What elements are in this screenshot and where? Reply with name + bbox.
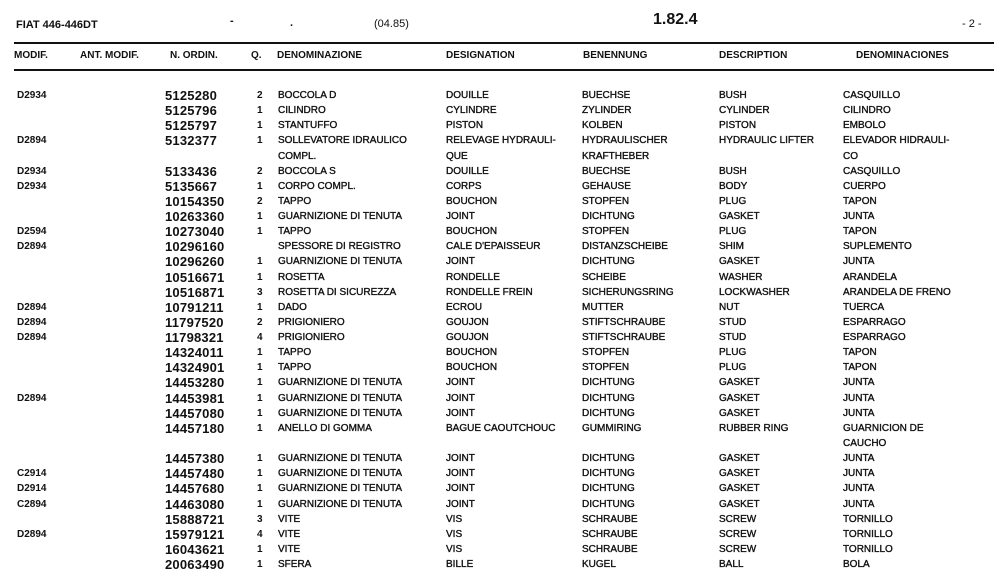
name-french: JOINT bbox=[446, 211, 475, 223]
modif-code: C2894 bbox=[17, 498, 47, 510]
name-spanish: ESPARRAGO bbox=[843, 332, 906, 344]
name-spanish: TORNILLO bbox=[843, 528, 893, 540]
part-number: 15979121 bbox=[165, 526, 225, 542]
name-spanish: JUNTA bbox=[843, 392, 875, 404]
name-italian: VITE bbox=[278, 513, 301, 525]
name-english: CYLINDER bbox=[719, 105, 770, 117]
name-spanish: JUNTA bbox=[843, 468, 875, 480]
name-french: JOINT bbox=[446, 453, 475, 465]
part-number: 14457380 bbox=[165, 451, 225, 467]
name-italian: COMPL. bbox=[278, 150, 317, 162]
name-italian: PRIGIONIERO bbox=[278, 332, 345, 344]
name-english: GASKET bbox=[719, 256, 760, 268]
header-divider bbox=[14, 42, 994, 44]
quantity: 3 bbox=[257, 286, 263, 298]
part-number: 5125796 bbox=[165, 103, 218, 119]
name-spanish: BOLA bbox=[843, 559, 870, 571]
part-number: 10516671 bbox=[165, 269, 225, 285]
table-row bbox=[0, 543, 1002, 556]
name-english: GASKET bbox=[719, 483, 760, 495]
name-german: STOPFEN bbox=[582, 226, 630, 238]
name-spanish: CASQUILLO bbox=[843, 90, 901, 101]
name-german: KUGEL bbox=[582, 559, 616, 571]
quantity: 4 bbox=[257, 528, 263, 540]
name-italian: ANELLO DI GOMMA bbox=[278, 422, 372, 434]
name-italian: TAPPO bbox=[278, 195, 312, 207]
name-italian: GUARNIZIONE DI TENUTA bbox=[278, 392, 403, 404]
part-number: 14457080 bbox=[165, 405, 225, 421]
quantity: 1 bbox=[257, 483, 263, 495]
name-spanish: JUNTA bbox=[843, 377, 875, 389]
name-spanish: TAPON bbox=[843, 347, 877, 359]
name-french: VIS bbox=[446, 513, 463, 525]
name-italian: PRIGIONIERO bbox=[278, 316, 345, 328]
table-row bbox=[0, 89, 1002, 102]
table-row bbox=[0, 558, 1002, 571]
part-number: 14457180 bbox=[165, 420, 225, 436]
name-german: KOLBEN bbox=[582, 120, 623, 132]
page-number: - 2 - bbox=[962, 18, 982, 30]
table-row bbox=[0, 376, 1002, 389]
part-number: 11797520 bbox=[165, 314, 224, 330]
name-french: JOINT bbox=[446, 483, 475, 495]
name-english: SHIM bbox=[719, 241, 744, 253]
name-french: GOUJON bbox=[446, 316, 489, 328]
name-german: DICHTUNG bbox=[582, 453, 635, 465]
name-italian: TAPPO bbox=[278, 362, 312, 374]
table-row bbox=[0, 498, 1002, 511]
name-english: PLUG bbox=[719, 362, 747, 374]
col-denominazione: DENOMINAZIONE bbox=[277, 50, 362, 61]
name-spanish: TAPON bbox=[843, 226, 877, 238]
name-french: JOINT bbox=[446, 256, 475, 268]
table-row bbox=[0, 513, 1002, 526]
part-number: 5132377 bbox=[165, 133, 218, 149]
name-german: STOPFEN bbox=[582, 347, 630, 359]
name-french: RONDELLE bbox=[446, 271, 500, 283]
name-french: BILLE bbox=[446, 559, 474, 571]
name-italian: VITE bbox=[278, 528, 301, 540]
name-spanish: CUERPO bbox=[843, 180, 886, 192]
name-english: GASKET bbox=[719, 392, 760, 404]
name-german: DICHTUNG bbox=[582, 211, 635, 223]
name-spanish: JUNTA bbox=[843, 453, 875, 465]
name-spanish: TORNILLO bbox=[843, 513, 893, 525]
name-italian: CILINDRO bbox=[278, 105, 326, 117]
name-spanish: ARANDELA bbox=[843, 271, 897, 283]
name-italian: GUARNIZIONE DI TENUTA bbox=[278, 483, 403, 495]
name-french: BOUCHON bbox=[446, 347, 498, 359]
name-french: VIS bbox=[446, 543, 463, 555]
table-row bbox=[0, 392, 1002, 405]
name-german: BUECHSE bbox=[582, 165, 631, 177]
name-spanish: TAPON bbox=[843, 362, 877, 374]
name-english: GASKET bbox=[719, 211, 760, 223]
table-row bbox=[0, 482, 1002, 495]
name-english: PLUG bbox=[719, 226, 747, 238]
name-german: DISTANZSCHEIBE bbox=[582, 241, 668, 253]
name-german: DICHTUNG bbox=[582, 256, 635, 268]
modif-code: D2894 bbox=[17, 135, 47, 147]
name-french: JOINT bbox=[446, 392, 475, 404]
name-italian: ROSETTA bbox=[278, 271, 325, 283]
quantity: 4 bbox=[257, 332, 263, 344]
col-n-ordin: N. ORDIN. bbox=[170, 50, 218, 61]
part-number: 10273040 bbox=[165, 224, 225, 240]
col-ant-modif: ANT. MODIF. bbox=[80, 50, 139, 61]
quantity: 2 bbox=[257, 316, 263, 328]
name-french: VIS bbox=[446, 528, 463, 540]
name-spanish: TUERCA bbox=[843, 301, 885, 313]
name-english: WASHER bbox=[719, 271, 763, 283]
name-french: ECROU bbox=[446, 301, 483, 313]
table-row bbox=[0, 180, 1002, 193]
name-spanish: CASQUILLO bbox=[843, 165, 901, 177]
name-german: SCHRAUBE bbox=[582, 528, 638, 540]
quantity: 3 bbox=[257, 513, 263, 525]
quantity: 2 bbox=[257, 195, 263, 207]
name-spanish: TORNILLO bbox=[843, 543, 893, 555]
section-number: 1.82.4 bbox=[653, 11, 698, 28]
modif-code: D2894 bbox=[17, 332, 47, 344]
name-english: NUT bbox=[719, 301, 740, 313]
name-french: BOUCHON bbox=[446, 195, 498, 207]
name-italian: GUARNIZIONE DI TENUTA bbox=[278, 377, 403, 389]
quantity: 1 bbox=[257, 211, 263, 223]
name-german: KRAFTHEBER bbox=[582, 150, 650, 162]
name-english: PLUG bbox=[719, 347, 747, 359]
modif-code: C2914 bbox=[17, 468, 47, 480]
table-row bbox=[0, 346, 1002, 359]
name-italian: GUARNIZIONE DI TENUTA bbox=[278, 407, 403, 419]
quantity: 1 bbox=[257, 453, 263, 465]
name-german: STIFTSCHRAUBE bbox=[582, 332, 666, 344]
name-german: SCHRAUBE bbox=[582, 543, 638, 555]
name-french: PISTON bbox=[446, 120, 484, 132]
name-english: SCREW bbox=[719, 528, 757, 540]
modif-code: D2894 bbox=[17, 316, 47, 328]
document-date: (04.85) bbox=[374, 18, 409, 30]
name-german: HYDRAULISCHER bbox=[582, 135, 668, 147]
modif-code: D2894 bbox=[17, 528, 47, 540]
part-number: 14457680 bbox=[165, 481, 225, 497]
name-spanish: TAPON bbox=[843, 195, 877, 207]
name-french: CALE D'EPAISSEUR bbox=[446, 241, 541, 253]
table-row bbox=[0, 240, 1002, 253]
name-german: STOPFEN bbox=[582, 362, 630, 374]
name-german: DICHTUNG bbox=[582, 407, 635, 419]
header-mark: . bbox=[290, 17, 294, 29]
table-row bbox=[0, 271, 1002, 284]
col-denominaciones: DENOMINACIONES bbox=[856, 50, 949, 61]
name-spanish: CILINDRO bbox=[843, 105, 891, 117]
col-modif: MODIF. bbox=[14, 50, 48, 61]
document-title: FIAT 446-446DT bbox=[16, 19, 98, 31]
quantity: 1 bbox=[257, 135, 263, 147]
name-german: GUMMIRING bbox=[582, 422, 642, 434]
quantity: 1 bbox=[257, 407, 263, 419]
name-german: DICHTUNG bbox=[582, 483, 635, 495]
name-spanish: GUARNICION DE bbox=[843, 422, 924, 434]
name-italian: GUARNIZIONE DI TENUTA bbox=[278, 211, 403, 223]
name-spanish: EMBOLO bbox=[843, 120, 886, 132]
name-english: SCREW bbox=[719, 513, 757, 525]
name-english: BALL bbox=[719, 559, 744, 571]
name-german: SCHRAUBE bbox=[582, 513, 638, 525]
name-french: BAGUE CAOUTCHOUC bbox=[446, 422, 556, 434]
name-spanish: SUPLEMENTO bbox=[843, 241, 912, 253]
name-french: RONDELLE FREIN bbox=[446, 286, 533, 298]
table-row bbox=[0, 331, 1002, 344]
table-row bbox=[0, 407, 1002, 420]
table-row bbox=[0, 104, 1002, 117]
quantity: 2 bbox=[257, 90, 263, 101]
name-french: JOINT bbox=[446, 377, 475, 389]
quantity: 1 bbox=[257, 468, 263, 480]
name-english: HYDRAULIC LIFTER bbox=[719, 135, 815, 147]
name-french: DOUILLE bbox=[446, 165, 489, 177]
name-english: GASKET bbox=[719, 453, 760, 465]
modif-code: D2934 bbox=[17, 90, 47, 101]
name-german: DICHTUNG bbox=[582, 377, 635, 389]
name-french: JOINT bbox=[446, 468, 475, 480]
table-row bbox=[0, 467, 1002, 480]
name-german: SICHERUNGSRING bbox=[582, 286, 674, 298]
quantity: 1 bbox=[257, 362, 263, 374]
name-french: CYLINDRE bbox=[446, 105, 497, 117]
table-row bbox=[0, 195, 1002, 208]
table-row bbox=[0, 119, 1002, 132]
name-italian: GUARNIZIONE DI TENUTA bbox=[278, 453, 403, 465]
name-italian: TAPPO bbox=[278, 347, 312, 359]
modif-code: D2594 bbox=[17, 226, 47, 238]
name-english: LOCKWASHER bbox=[719, 286, 790, 298]
name-spanish: CAUCHO bbox=[843, 437, 887, 449]
name-italian: BOCCOLA D bbox=[278, 90, 337, 101]
table-row bbox=[0, 255, 1002, 268]
col-quantity: Q. bbox=[251, 50, 262, 61]
name-italian: VITE bbox=[278, 543, 301, 555]
name-french: BOUCHON bbox=[446, 362, 498, 374]
name-spanish: ESPARRAGO bbox=[843, 316, 906, 328]
name-spanish: ELEVADOR HIDRAULI- bbox=[843, 135, 950, 147]
col-description: DESCRIPTION bbox=[719, 50, 788, 61]
col-benennung: BENENNUNG bbox=[583, 50, 648, 61]
name-italian: TAPPO bbox=[278, 226, 312, 238]
name-german: ZYLINDER bbox=[582, 105, 632, 117]
modif-code: D2894 bbox=[17, 301, 47, 313]
name-english: SCREW bbox=[719, 543, 757, 555]
part-number: 15888721 bbox=[165, 511, 225, 527]
name-german: DICHTUNG bbox=[582, 498, 635, 510]
table-row bbox=[0, 452, 1002, 465]
quantity: 1 bbox=[257, 120, 263, 132]
part-number: 11798321 bbox=[165, 330, 224, 346]
name-spanish: ARANDELA DE FRENO bbox=[843, 286, 951, 298]
name-english: GASKET bbox=[719, 468, 760, 480]
table-row bbox=[0, 301, 1002, 314]
name-german: MUTTER bbox=[582, 301, 624, 313]
name-german: SCHEIBE bbox=[582, 271, 626, 283]
name-english: RUBBER RING bbox=[719, 422, 789, 434]
col-designation: DESIGNATION bbox=[446, 50, 515, 61]
quantity: 1 bbox=[257, 256, 263, 268]
modif-code: D2934 bbox=[17, 165, 47, 177]
name-french: QUE bbox=[446, 150, 468, 162]
part-number: 5133436 bbox=[165, 163, 218, 179]
part-number: 14324011 bbox=[165, 345, 224, 361]
name-french: RELEVAGE HYDRAULI- bbox=[446, 135, 556, 147]
quantity: 1 bbox=[257, 301, 263, 313]
name-german: GEHAUSE bbox=[582, 180, 631, 192]
part-number: 10263360 bbox=[165, 209, 225, 225]
name-german: DICHTUNG bbox=[582, 392, 635, 404]
part-number: 5135667 bbox=[165, 178, 218, 194]
part-number: 10296160 bbox=[165, 239, 225, 255]
name-spanish: JUNTA bbox=[843, 407, 875, 419]
name-spanish: JUNTA bbox=[843, 256, 875, 268]
part-number: 14457480 bbox=[165, 466, 225, 482]
name-french: BOUCHON bbox=[446, 226, 498, 238]
quantity: 1 bbox=[257, 377, 263, 389]
table-row bbox=[0, 422, 1002, 435]
name-italian: SOLLEVATORE IDRAULICO bbox=[278, 135, 407, 147]
name-german: STOPFEN bbox=[582, 195, 630, 207]
quantity: 2 bbox=[257, 165, 263, 177]
name-english: BUSH bbox=[719, 90, 747, 101]
name-italian: BOCCOLA S bbox=[278, 165, 336, 177]
name-french: JOINT bbox=[446, 407, 475, 419]
part-number: 16043621 bbox=[165, 541, 225, 557]
part-number: 10791211 bbox=[165, 299, 224, 315]
modif-code: D2894 bbox=[17, 392, 47, 404]
part-number: 5125280 bbox=[165, 88, 218, 103]
name-german: DICHTUNG bbox=[582, 468, 635, 480]
part-number: 14453280 bbox=[165, 375, 225, 391]
column-divider bbox=[14, 69, 994, 71]
name-italian: SFERA bbox=[278, 559, 312, 571]
name-english: GASKET bbox=[719, 377, 760, 389]
table-row bbox=[0, 165, 1002, 178]
name-french: JOINT bbox=[446, 498, 475, 510]
table-row bbox=[0, 134, 1002, 147]
quantity: 1 bbox=[257, 392, 263, 404]
name-spanish: CO bbox=[843, 150, 858, 162]
modif-code: D2934 bbox=[17, 180, 47, 192]
quantity: 1 bbox=[257, 498, 263, 510]
part-number: 5125797 bbox=[165, 118, 218, 134]
name-german: STIFTSCHRAUBE bbox=[582, 316, 666, 328]
name-french: CORPS bbox=[446, 180, 482, 192]
name-italian: STANTUFFO bbox=[278, 120, 338, 132]
quantity: 1 bbox=[257, 543, 263, 555]
name-spanish: JUNTA bbox=[843, 483, 875, 495]
name-spanish: JUNTA bbox=[843, 498, 875, 510]
name-italian: GUARNIZIONE DI TENUTA bbox=[278, 498, 403, 510]
name-english: BUSH bbox=[719, 165, 747, 177]
name-spanish: JUNTA bbox=[843, 211, 875, 223]
name-italian: GUARNIZIONE DI TENUTA bbox=[278, 256, 403, 268]
quantity: 1 bbox=[257, 271, 263, 283]
name-english: PISTON bbox=[719, 120, 757, 132]
modif-code: D2894 bbox=[17, 241, 47, 253]
table-row bbox=[0, 437, 1002, 450]
name-italian: ROSETTA DI SICUREZZA bbox=[278, 286, 397, 298]
quantity: 1 bbox=[257, 105, 263, 117]
table-row bbox=[0, 528, 1002, 541]
quantity: 1 bbox=[257, 347, 263, 359]
quantity: 1 bbox=[257, 226, 263, 238]
quantity: 1 bbox=[257, 559, 263, 571]
header-mark: - bbox=[230, 15, 234, 27]
name-english: STUD bbox=[719, 332, 747, 344]
quantity: 1 bbox=[257, 180, 263, 192]
name-italian: DADO bbox=[278, 301, 307, 313]
name-english: STUD bbox=[719, 316, 747, 328]
name-english: GASKET bbox=[719, 498, 760, 510]
name-english: BODY bbox=[719, 180, 748, 192]
name-italian: GUARNIZIONE DI TENUTA bbox=[278, 468, 403, 480]
table-row bbox=[0, 150, 1002, 163]
name-italian: SPESSORE DI REGISTRO bbox=[278, 241, 401, 253]
name-italian: CORPO COMPL. bbox=[278, 180, 356, 192]
part-number: 10296260 bbox=[165, 254, 225, 270]
part-number: 14463080 bbox=[165, 496, 225, 512]
table-row bbox=[0, 225, 1002, 238]
name-english: GASKET bbox=[719, 407, 760, 419]
table-row bbox=[0, 210, 1002, 223]
table-row bbox=[0, 286, 1002, 299]
name-english: PLUG bbox=[719, 195, 747, 207]
part-number: 14324901 bbox=[165, 360, 225, 376]
table-row bbox=[0, 361, 1002, 374]
part-number: 10154350 bbox=[165, 193, 225, 209]
name-german: BUECHSE bbox=[582, 90, 631, 101]
part-number: 20063490 bbox=[165, 557, 225, 573]
part-number: 14453981 bbox=[165, 390, 225, 406]
part-number: 10516871 bbox=[165, 284, 225, 300]
quantity: 1 bbox=[257, 422, 263, 434]
modif-code: D2914 bbox=[17, 483, 47, 495]
name-french: DOUILLE bbox=[446, 90, 489, 101]
table-row bbox=[0, 316, 1002, 329]
name-french: GOUJON bbox=[446, 332, 489, 344]
